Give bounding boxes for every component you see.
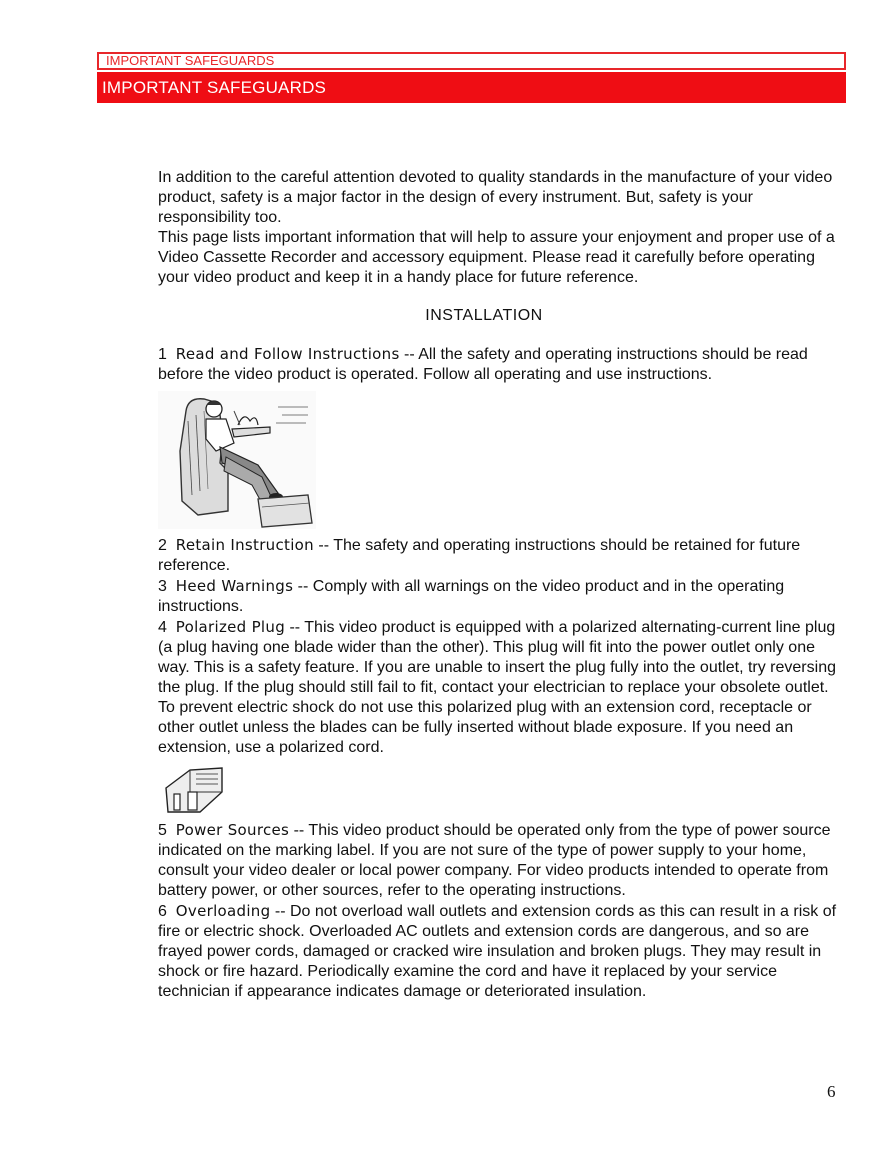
safeguard-item-5 bbox=[158, 820, 848, 901]
item-text: -- The safety and operating instructions should be retained for future reference. bbox=[158, 537, 801, 574]
header-small-label: IMPORTANT SAFEGUARDS bbox=[106, 53, 275, 68]
section-heading: INSTALLATION bbox=[425, 307, 543, 324]
item-text: -- Comply with all warnings on the video product and in the operating instructions. bbox=[158, 578, 785, 615]
item-term: Retain Instruction bbox=[175, 536, 314, 554]
item-term: Read and Follow Instructions bbox=[175, 345, 400, 363]
item-number: 5 bbox=[158, 822, 167, 839]
polarized-plug-illustration bbox=[160, 762, 226, 816]
item-term: Overloading bbox=[175, 902, 271, 920]
page-number: 6 bbox=[827, 1082, 836, 1101]
item-text: -- This video product is equipped with a polarized alternating-current line plug (a plug having one blade wider than the other). This plug will fit into the power outlet only one way. This is a safety feature. If you are unable to insert the plug fully into the outlet, try reversing the plug. If the plug should still fail to fit, contact your electrician to replace your obsolete outlet. To prevent electric shock do not use this polarized plug with an extension cord, receptacle or other outlet unless the blades can be fully inserted without blade exposure. If you need an extension, use a polarized cord. bbox=[158, 619, 836, 756]
man-reading-in-armchair-illustration bbox=[158, 391, 316, 529]
document-body bbox=[158, 168, 848, 1002]
item-term: Power Sources bbox=[175, 821, 290, 839]
item-text: -- This video product should be operated only from the type of power source indicated on the marking label. If you are not sure of the type of power supply to your home, consult your video dealer or local power company. For video products intended to operate from battery power, or other sources, refer to the operating instructions. bbox=[158, 822, 831, 899]
item-term: Heed Warnings bbox=[175, 577, 294, 595]
safeguard-item-3 bbox=[158, 576, 848, 617]
item-number: 1 bbox=[158, 346, 167, 363]
safeguard-item-6 bbox=[158, 901, 848, 1002]
safeguard-item-4 bbox=[158, 617, 848, 758]
header-title-bar bbox=[97, 72, 846, 103]
item-text: -- Do not overload wall outlets and extension cords as this can result in a risk of fire or electric shock. Overloaded AC outlets and extension cords are dangerous, and so are frayed power cords, damaged or cracked wire insulation and broken plugs. They may result in shock or fire hazard. Periodically examine the cord and have it replaced by your service technician if appearance indicates damage or deteriorated insulation. bbox=[158, 903, 837, 1000]
item-text: -- All the safety and operating instructions should be read before the video product is operated. Follow all operating and use instructions. bbox=[158, 346, 808, 383]
intro-paragraph-1: In addition to the careful attention devoted to quality standards in the manufacture of your video product, safety is a major factor in the design of every instrument. But, safety is your responsibility too. bbox=[158, 169, 833, 226]
item-term: Polarized Plug bbox=[175, 618, 286, 636]
item-number: 2 bbox=[158, 537, 167, 554]
item-number: 4 bbox=[158, 619, 167, 636]
intro-paragraph-2: This page lists important information that will help to assure your enjoyment and proper use of a Video Cassette Recorder and accessory equipment. Please read it carefully before operating your video product and keep it in a handy place for future reference. bbox=[158, 229, 835, 286]
header-small-label-bar bbox=[97, 52, 846, 70]
item-number: 3 bbox=[158, 578, 167, 595]
item-number: 6 bbox=[158, 903, 167, 920]
safeguard-item-2 bbox=[158, 535, 848, 576]
safeguard-item-1 bbox=[158, 344, 848, 385]
page-title: IMPORTANT SAFEGUARDS bbox=[102, 78, 327, 97]
